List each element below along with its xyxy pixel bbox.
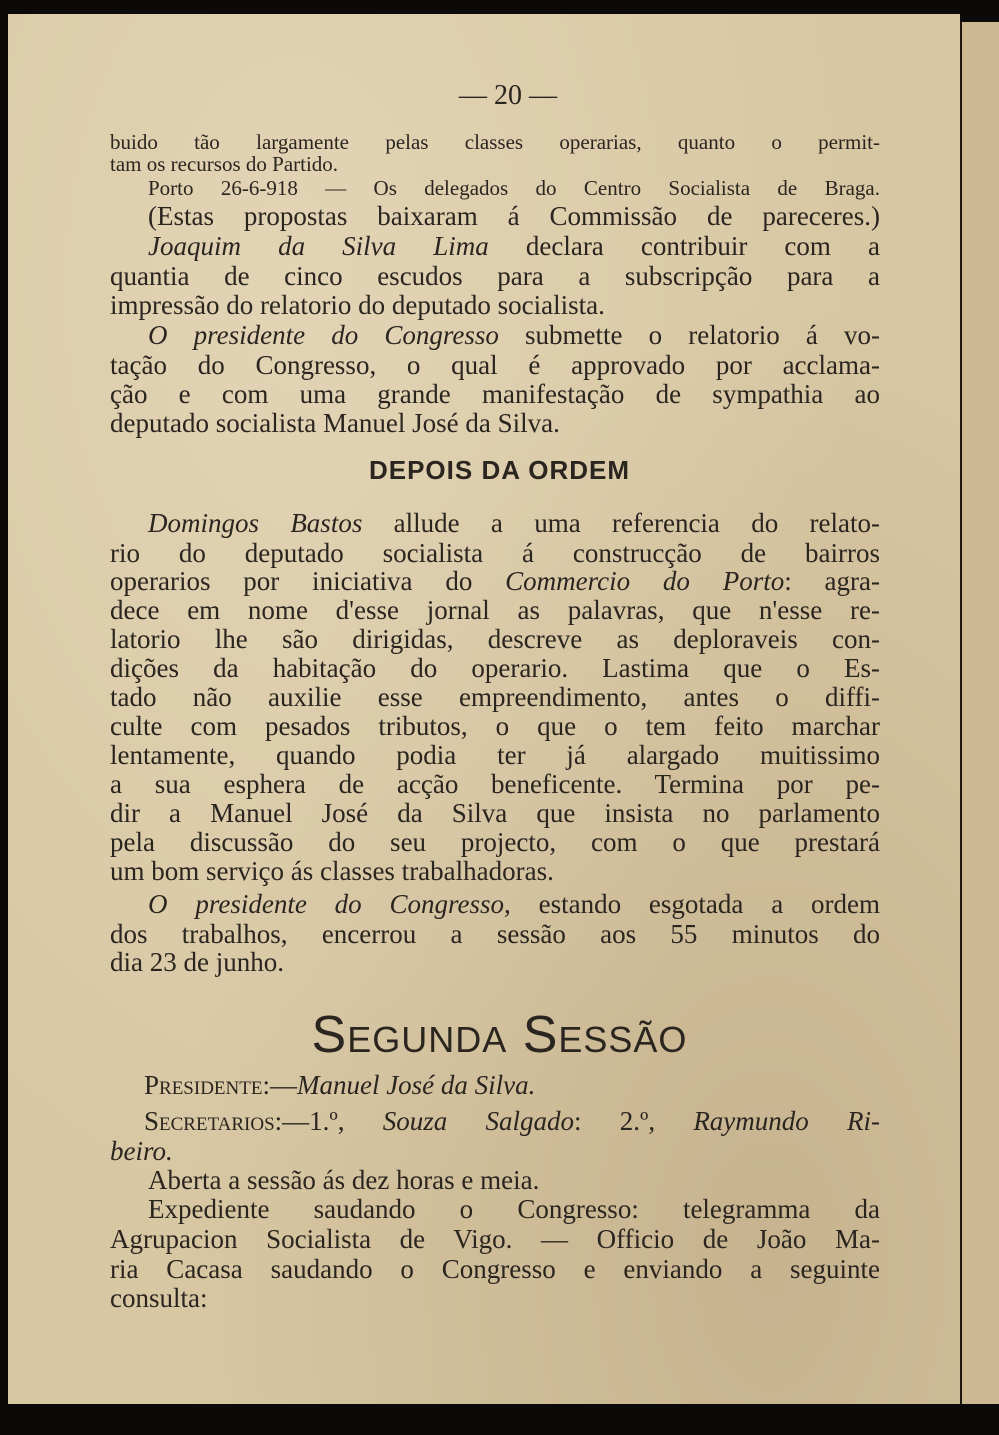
text-line: deputado socialista Manuel José da Silva. xyxy=(110,408,560,438)
text-line: rio do deputado socialista á construcção de bairros xyxy=(110,538,880,568)
newspaper-name: Commercio do Porto xyxy=(505,566,785,596)
text-span: :— xyxy=(262,1070,297,1100)
secretary-name: Souza Salgado xyxy=(382,1106,574,1136)
president-name: Manuel José da Silva. xyxy=(296,1070,536,1100)
speaker-name: Joaquim da Silva Lima xyxy=(148,231,489,261)
text-line xyxy=(110,508,880,538)
text-span: : 2.º, xyxy=(574,1106,656,1136)
text-line: (Estas propostas baixaram á Commissão de pareceres.) xyxy=(148,201,880,231)
text-line: dir a Manuel José da Silva que insista no parlamento xyxy=(110,798,880,828)
secretary-name-continued: beiro. xyxy=(110,1136,173,1166)
text-line: latorio lhe são dirigidas, descreve as deploraveis con- xyxy=(110,624,880,654)
text-line xyxy=(110,320,880,350)
text-line: Porto 26-6-918 — Os delegados do Centro Socialista de Braga. xyxy=(148,176,880,200)
president-line xyxy=(110,1070,914,1100)
text-line: dos trabalhos, encerrou a sessão aos 55 minutos do xyxy=(110,919,880,949)
secretary-name: Raymundo Ri- xyxy=(693,1106,880,1136)
text-span: estando esgotada a ordem xyxy=(538,889,881,919)
text-span: operarios por iniciativa do xyxy=(110,566,473,596)
section-heading: DEPOIS DA ORDEM xyxy=(368,455,631,485)
text-line: impressão do relatorio do deputado socialista. xyxy=(110,290,605,320)
text-line: um bom serviço ás classes trabalhadoras. xyxy=(110,856,554,886)
text-span: declara contribuir com a xyxy=(525,231,880,261)
speaker-name: O presidente do Congresso xyxy=(148,320,499,350)
text-line: dece em nome d'esse jornal as palavras, que n'esse re- xyxy=(110,595,880,625)
text-line: Agrupacion Socialista de Vigo. — Officio de João Ma- xyxy=(110,1224,880,1254)
text-line: pela discussão do seu projecto, com o que prestará xyxy=(110,827,880,857)
text-span: : agra- xyxy=(784,566,880,596)
text-span: submette o relatorio á vo- xyxy=(525,320,880,350)
president-label: Presidente xyxy=(144,1070,263,1100)
text-line: dições da habitação do operario. Lastima que o Es- xyxy=(110,653,880,683)
text-line: tação do Congresso, o qual é approvado por acclama- xyxy=(110,350,880,380)
text-line: culte com pesados tributos, o que o tem feito marchar xyxy=(110,711,880,741)
text-line xyxy=(110,889,880,919)
text-line: Aberta a sessão ás dez horas e meia. xyxy=(148,1165,540,1195)
secretaries-label: Secretarios xyxy=(144,1106,275,1136)
text-line: ção e com uma grande manifestação de sympathia ao xyxy=(110,379,880,409)
speaker-name: Domingos Bastos xyxy=(148,508,363,538)
text-line: ria Cacasa saudando o Congresso e enviando a seguinte xyxy=(110,1254,880,1284)
text-line: a sua esphera de acção beneficente. Termina por pe- xyxy=(110,769,880,799)
text-span: allude a uma referencia do relato- xyxy=(393,508,880,538)
page-number: — 20 — xyxy=(459,80,557,111)
text-line xyxy=(110,566,880,596)
facing-page-edge xyxy=(960,22,999,1404)
speaker-name: O presidente do Congresso, xyxy=(148,889,511,919)
text-span: :—1.º, xyxy=(274,1106,345,1136)
text-line: tado não auxilie esse empreendimento, antes o diffi- xyxy=(110,682,880,712)
text-line: dia 23 de junho. xyxy=(110,947,284,977)
text-line: Expediente saudando o Congresso: telegramma da xyxy=(148,1194,880,1224)
secretaries-line xyxy=(110,1106,880,1136)
text-line: tam os recursos do Partido. xyxy=(110,152,339,176)
text-line: consulta: xyxy=(110,1283,208,1313)
text-line: buido tão largamente pelas classes operarias, quanto o permit- xyxy=(110,130,880,154)
session-title: Segunda Sessão xyxy=(311,1006,688,1064)
text-line: lentamente, quando podia ter já alargado muitissimo xyxy=(110,740,880,770)
text-line: quantia de cinco escudos para a subscripção para a xyxy=(110,261,880,291)
text-line xyxy=(110,231,880,261)
